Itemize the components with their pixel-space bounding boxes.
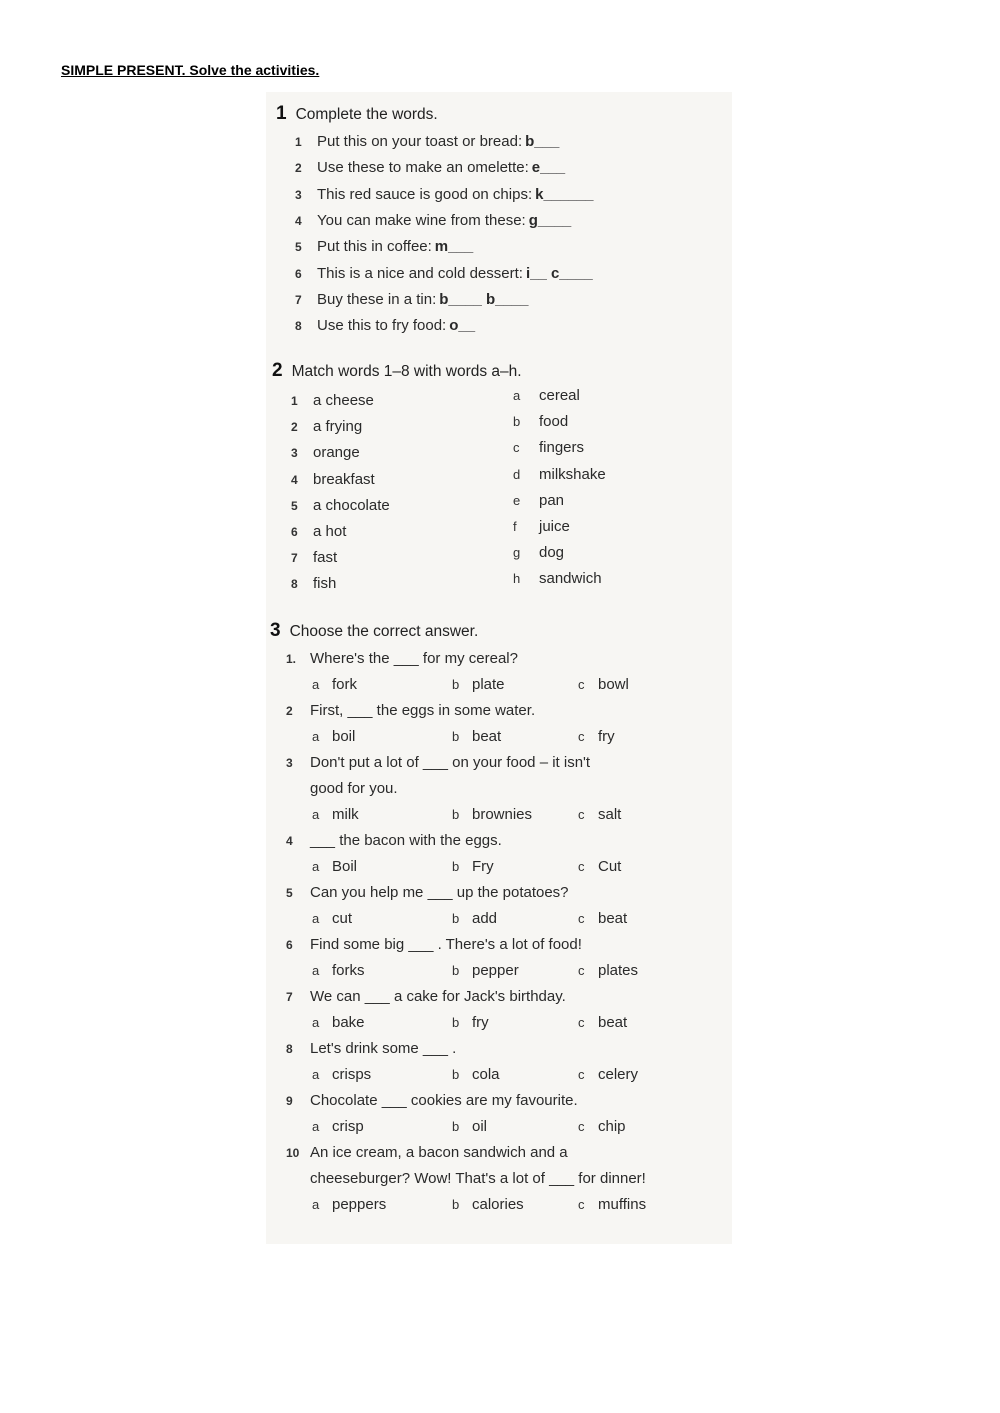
option-text: bake bbox=[332, 1014, 365, 1031]
answer-option[interactable] bbox=[452, 676, 505, 693]
word-clue-item bbox=[295, 186, 594, 203]
clue-text: This red sauce is good on chips: bbox=[317, 185, 533, 203]
item-number: 3 bbox=[291, 446, 298, 461]
option-letter: c bbox=[578, 677, 585, 692]
match-word: fast bbox=[313, 549, 338, 567]
answer-option[interactable] bbox=[312, 1196, 386, 1213]
question-number: 2 bbox=[286, 704, 293, 718]
match-right-item bbox=[513, 570, 602, 587]
question-text bbox=[286, 650, 518, 667]
option-text: beat bbox=[598, 910, 628, 927]
question-text-continued bbox=[286, 780, 398, 797]
option-text: forks bbox=[332, 962, 365, 979]
item-letter: e bbox=[513, 492, 521, 508]
option-letter: b bbox=[452, 963, 460, 978]
option-letter: a bbox=[312, 1119, 320, 1134]
question-text bbox=[286, 832, 502, 849]
answer-option[interactable] bbox=[452, 1066, 500, 1083]
answer-option[interactable] bbox=[312, 1118, 364, 1135]
answer-option[interactable] bbox=[578, 728, 615, 745]
clue-text: Put this in coffee: bbox=[317, 238, 432, 256]
section-title: Complete the words. bbox=[295, 106, 438, 123]
question-number: 8 bbox=[286, 1042, 293, 1056]
question-text bbox=[286, 988, 566, 1005]
option-letter: b bbox=[452, 729, 460, 744]
option-letter: b bbox=[452, 807, 460, 822]
option-letter: c bbox=[578, 859, 585, 874]
match-word: juice bbox=[539, 518, 570, 535]
question-text-continued bbox=[286, 1170, 646, 1187]
answer-option[interactable] bbox=[312, 806, 359, 823]
word-clue-item bbox=[295, 317, 475, 334]
option-text: plate bbox=[472, 676, 505, 693]
match-left-item bbox=[291, 575, 336, 592]
match-right-item bbox=[513, 492, 564, 509]
match-left-item bbox=[291, 497, 390, 514]
item-number: 2 bbox=[291, 420, 298, 435]
item-letter: h bbox=[513, 571, 521, 587]
option-letter: b bbox=[452, 1197, 460, 1212]
option-text: boil bbox=[332, 728, 356, 745]
option-letter: a bbox=[312, 677, 320, 692]
option-letter: b bbox=[452, 677, 460, 692]
option-text: beat bbox=[472, 728, 502, 745]
item-number: 8 bbox=[291, 577, 298, 592]
section-title: Match words 1–8 with words a–h. bbox=[291, 363, 522, 380]
option-text: salt bbox=[598, 806, 622, 823]
question-number: 1. bbox=[286, 652, 297, 666]
item-number: 5 bbox=[295, 240, 302, 255]
option-letter: c bbox=[578, 1119, 585, 1134]
item-number: 6 bbox=[291, 525, 298, 539]
option-letter: b bbox=[452, 911, 460, 926]
answer-option[interactable] bbox=[452, 910, 497, 927]
question-text bbox=[286, 884, 569, 901]
option-letter: a bbox=[312, 1067, 320, 1082]
answer-option[interactable] bbox=[452, 1014, 489, 1031]
answer-blank[interactable]: k______ bbox=[535, 185, 594, 203]
answer-option[interactable] bbox=[452, 858, 494, 875]
item-number: 6 bbox=[295, 266, 302, 281]
answer-option[interactable] bbox=[578, 1066, 638, 1083]
answer-option[interactable] bbox=[312, 858, 357, 875]
match-word: fish bbox=[313, 575, 337, 593]
answer-option[interactable] bbox=[312, 1014, 365, 1031]
option-letter: a bbox=[312, 1197, 320, 1212]
option-text: cola bbox=[472, 1066, 500, 1083]
option-text: add bbox=[472, 910, 498, 927]
word-clue-item bbox=[295, 238, 473, 255]
word-clue-item bbox=[295, 265, 593, 282]
question-line: An ice cream, a bacon sandwich and a bbox=[310, 1144, 568, 1161]
option-text: pepper bbox=[472, 962, 519, 979]
option-text: peppers bbox=[332, 1196, 387, 1213]
clue-text: Use these to make an omelette: bbox=[317, 159, 529, 177]
match-left-item bbox=[291, 392, 374, 409]
word-clue-item bbox=[295, 159, 565, 176]
question-line: Don't put a lot of ___ on your food – it isn't bbox=[310, 754, 591, 771]
option-text: cut bbox=[332, 910, 353, 927]
question-line: Can you help me ___ up the potatoes? bbox=[310, 884, 569, 901]
match-word: breakfast bbox=[313, 470, 375, 488]
question-line: Find some big ___ . There's a lot of food! bbox=[310, 936, 582, 953]
answer-option[interactable] bbox=[312, 1066, 371, 1083]
answer-blank[interactable]: i__ c____ bbox=[525, 264, 593, 282]
question-number: 5 bbox=[286, 886, 293, 900]
question-number: 7 bbox=[286, 990, 293, 1004]
clue-text: Buy these in a tin: bbox=[317, 290, 437, 308]
option-text: fry bbox=[472, 1014, 489, 1031]
item-number: 4 bbox=[291, 472, 298, 487]
option-letter: a bbox=[312, 807, 320, 822]
option-text: beat bbox=[598, 1014, 628, 1031]
match-right-item bbox=[513, 466, 606, 483]
item-number: 8 bbox=[295, 319, 302, 334]
question-text bbox=[286, 754, 590, 771]
word-clue-item bbox=[295, 291, 528, 308]
answer-option[interactable] bbox=[578, 676, 629, 693]
answer-blank[interactable]: e___ bbox=[531, 159, 566, 177]
option-text: calories bbox=[472, 1196, 524, 1213]
answer-option[interactable] bbox=[312, 728, 355, 745]
answer-blank[interactable]: m___ bbox=[434, 238, 474, 256]
clue-text: Put this on your toast or bread: bbox=[317, 133, 523, 150]
item-letter: d bbox=[513, 466, 521, 482]
section-3-heading bbox=[270, 620, 478, 642]
question-text bbox=[286, 936, 582, 953]
question-line: ___ the bacon with the eggs. bbox=[310, 832, 502, 849]
item-number: 3 bbox=[295, 187, 302, 202]
answer-blank[interactable]: o__ bbox=[449, 317, 476, 335]
option-letter: c bbox=[578, 729, 585, 744]
option-letter: c bbox=[578, 911, 585, 926]
match-word: milkshake bbox=[539, 465, 606, 483]
option-text: Fry bbox=[472, 858, 494, 875]
option-text: Boil bbox=[332, 858, 358, 875]
item-letter: g bbox=[513, 545, 521, 561]
option-letter: b bbox=[452, 859, 460, 874]
question-line: Chocolate ___ cookies are my favourite. bbox=[310, 1092, 578, 1109]
match-left-item bbox=[291, 418, 362, 435]
match-word: fingers bbox=[539, 439, 585, 457]
option-letter: c bbox=[578, 807, 585, 822]
item-letter: b bbox=[513, 414, 521, 430]
option-text: fork bbox=[332, 676, 358, 693]
answer-option[interactable] bbox=[578, 1196, 646, 1213]
option-text: crisp bbox=[332, 1118, 364, 1135]
match-right-item bbox=[513, 387, 580, 404]
clue-text: This is a nice and cold dessert: bbox=[317, 264, 523, 282]
question-text bbox=[286, 1040, 456, 1057]
option-letter: c bbox=[578, 1197, 585, 1212]
item-number: 7 bbox=[291, 551, 298, 566]
option-text: brownies bbox=[472, 806, 533, 823]
option-text: plates bbox=[598, 962, 639, 979]
question-line: Let's drink some ___ . bbox=[310, 1040, 457, 1057]
page-title: SIMPLE PRESENT. Solve the activities. bbox=[61, 62, 320, 78]
clue-text: You can make wine from these: bbox=[317, 211, 526, 229]
section-title: Choose the correct answer. bbox=[289, 623, 479, 640]
match-word: a hot bbox=[313, 523, 347, 540]
item-letter: a bbox=[513, 388, 521, 403]
option-letter: a bbox=[312, 729, 320, 744]
item-letter: c bbox=[513, 440, 520, 456]
option-letter: c bbox=[578, 1015, 585, 1030]
clue-text: Use this to fry food: bbox=[317, 317, 447, 335]
answer-option[interactable] bbox=[578, 806, 621, 823]
answer-option[interactable] bbox=[578, 1118, 626, 1135]
answer-option[interactable] bbox=[452, 1196, 524, 1213]
question-text bbox=[286, 702, 535, 719]
answer-option[interactable] bbox=[312, 910, 352, 927]
question-line: Where's the ___ for my cereal? bbox=[310, 650, 518, 667]
option-letter: a bbox=[312, 911, 320, 926]
item-number: 7 bbox=[295, 292, 302, 307]
option-text: bowl bbox=[598, 676, 629, 693]
option-text: Cut bbox=[598, 858, 622, 875]
answer-blank[interactable]: b____ b____ bbox=[439, 290, 529, 308]
match-word: food bbox=[539, 413, 569, 431]
option-text: crisps bbox=[332, 1066, 372, 1083]
match-left-item bbox=[291, 523, 346, 540]
section-number: 1 bbox=[276, 103, 287, 124]
option-text: milk bbox=[332, 806, 359, 823]
match-right-item bbox=[513, 439, 584, 456]
word-clue-item bbox=[295, 212, 571, 229]
answer-option[interactable] bbox=[578, 858, 621, 875]
answer-option[interactable] bbox=[578, 910, 627, 927]
section-2-heading bbox=[272, 360, 522, 382]
option-text: muffins bbox=[598, 1196, 647, 1213]
answer-blank[interactable]: b___ bbox=[525, 133, 560, 150]
question-text bbox=[286, 1092, 578, 1109]
item-number: 4 bbox=[295, 213, 302, 228]
item-number: 1 bbox=[295, 135, 302, 149]
option-text: chip bbox=[598, 1118, 626, 1135]
section-number: 3 bbox=[270, 620, 281, 641]
match-right-item bbox=[513, 413, 568, 430]
option-letter: b bbox=[452, 1067, 460, 1082]
item-number: 5 bbox=[291, 498, 298, 513]
answer-option[interactable] bbox=[452, 1118, 487, 1135]
answer-option[interactable] bbox=[578, 1014, 627, 1031]
option-text: oil bbox=[472, 1118, 488, 1135]
option-letter: b bbox=[452, 1119, 460, 1134]
item-letter: f bbox=[513, 519, 517, 534]
answer-option[interactable] bbox=[452, 728, 501, 745]
question-number: 6 bbox=[286, 938, 293, 952]
match-word: pan bbox=[539, 491, 565, 509]
question-line: We can ___ a cake for Jack's birthday. bbox=[310, 988, 566, 1005]
match-right-item bbox=[513, 518, 570, 535]
answer-option[interactable] bbox=[452, 962, 519, 979]
match-word: orange bbox=[313, 444, 360, 462]
match-word: sandwich bbox=[539, 570, 602, 588]
option-letter: b bbox=[452, 1015, 460, 1030]
question-number: 4 bbox=[286, 834, 293, 848]
match-word: cereal bbox=[539, 387, 580, 404]
question-number: 3 bbox=[286, 756, 293, 770]
match-left-item bbox=[291, 444, 360, 461]
answer-option[interactable] bbox=[312, 676, 357, 693]
question-text bbox=[286, 1144, 568, 1161]
answer-option[interactable] bbox=[312, 962, 365, 979]
match-word: a chocolate bbox=[313, 496, 390, 514]
word-clue-item bbox=[295, 133, 559, 150]
answer-option[interactable] bbox=[452, 806, 532, 823]
option-letter: c bbox=[578, 963, 585, 978]
option-letter: a bbox=[312, 1015, 320, 1030]
question-number: 10 bbox=[286, 1146, 300, 1160]
match-right-item bbox=[513, 544, 564, 561]
match-left-item bbox=[291, 471, 375, 488]
item-number: 1 bbox=[291, 394, 298, 408]
option-text: celery bbox=[598, 1066, 639, 1083]
section-number: 2 bbox=[272, 360, 283, 381]
question-line: First, ___ the eggs in some water. bbox=[310, 702, 536, 719]
match-word: a frying bbox=[313, 418, 363, 436]
option-text: fry bbox=[598, 728, 615, 745]
match-word: dog bbox=[539, 544, 565, 562]
section-1-heading bbox=[276, 103, 438, 125]
question-number: 9 bbox=[286, 1094, 293, 1108]
question-line: cheeseburger? Wow! That's a lot of ___ for dinner! bbox=[310, 1170, 646, 1187]
option-letter: a bbox=[312, 963, 320, 978]
item-number: 2 bbox=[295, 161, 302, 176]
option-letter: a bbox=[312, 859, 320, 874]
answer-blank[interactable]: g____ bbox=[528, 211, 572, 229]
question-line: good for you. bbox=[310, 780, 398, 797]
match-left-item bbox=[291, 549, 337, 566]
option-letter: c bbox=[578, 1067, 585, 1082]
match-word: a cheese bbox=[313, 392, 374, 409]
answer-option[interactable] bbox=[578, 962, 638, 979]
